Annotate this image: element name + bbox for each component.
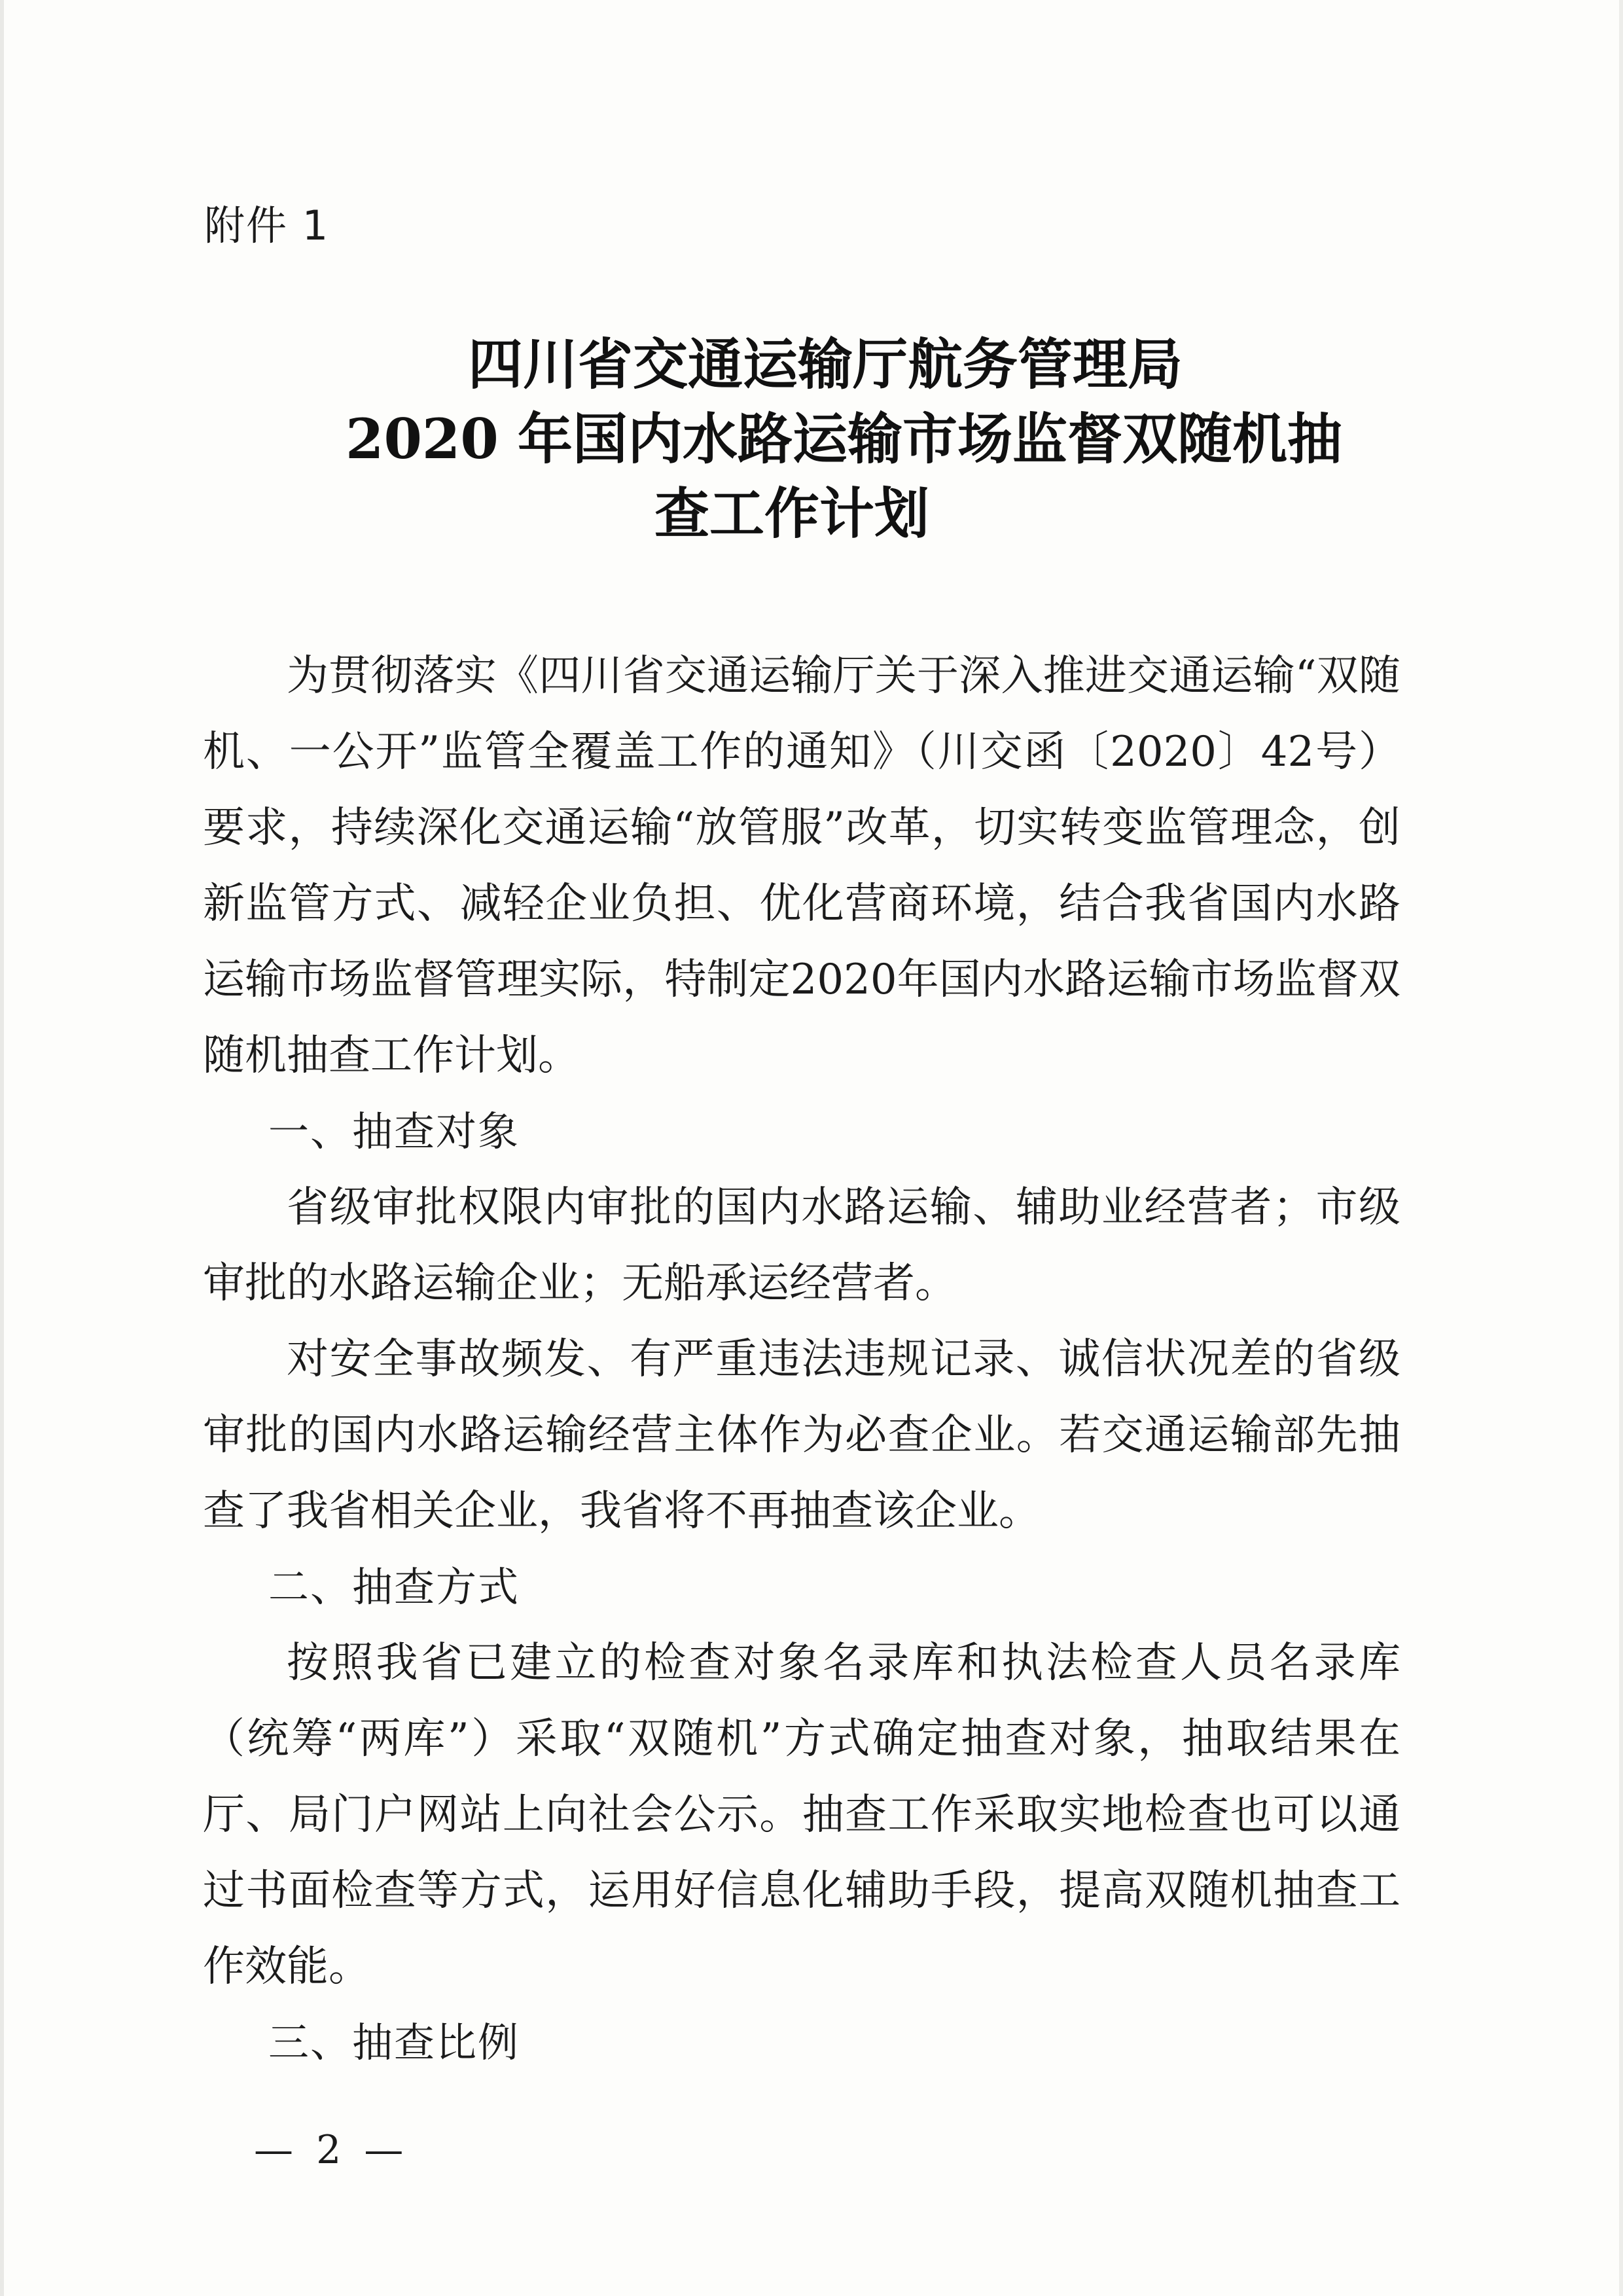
intro-paragraph: 为贯彻落实《四川省交通运输厅关于深入推进交通运输“双随机、一公开”监管全覆盖工作的通知》（川交函〔2020〕42号）要求，持续深化交通运输“放管服”改革，切实转变监管理念，创新监管方式、减轻企业负担、优化营商环境，结合我省国内水路运输市场监督管理实际，特制定2020年国内水路运输市场监督双随机抽查工作计划。 <box>203 652 1400 1080</box>
page-number: — 2 — <box>254 2127 409 2173</box>
title-line-2: 2020 年国内水路运输市场监督双随机抽 <box>346 406 1343 471</box>
section-heading-ratio: 三、抽查比例 <box>268 2018 520 2066</box>
section-paragraph: 省级审批权限内审批的国内水路运输、辅助业经营者；市级审批的水路运输企业；无船承运经营者。 <box>203 1183 1400 1308</box>
section-paragraph: 对安全事故频发、有严重违法违规记录、诚信状况差的省级审批的国内水路运输经营主体作为必查企业。若交通运输部先抽查了我省相关企业，我省将不再抽查该企业。 <box>203 1335 1400 1535</box>
section-paragraph: 按照我省已建立的检查对象名录库和执法检查人员名录库（统筹“两库”）采取“双随机”方式确定抽查对象，抽取结果在厅、局门户网站上向社会公示。抽查工作采取实地检查也可以通过书面检查等方式，运用好信息化辅助手段，提高双随机抽查工作效能。 <box>203 1639 1400 1991</box>
title-line-1: 四川省交通运输厅航务管理局 <box>468 332 1183 397</box>
scan-edge-left <box>0 0 4 2296</box>
title-line-3: 查工作计划 <box>654 481 930 546</box>
attachment-label: 附件 1 <box>204 202 330 249</box>
document-body <box>203 638 1400 2081</box>
section-heading-objects: 一、抽查对象 <box>268 1107 520 1155</box>
scan-edge-right <box>1619 0 1623 2296</box>
section-heading-method: 二、抽查方式 <box>268 1563 520 1611</box>
